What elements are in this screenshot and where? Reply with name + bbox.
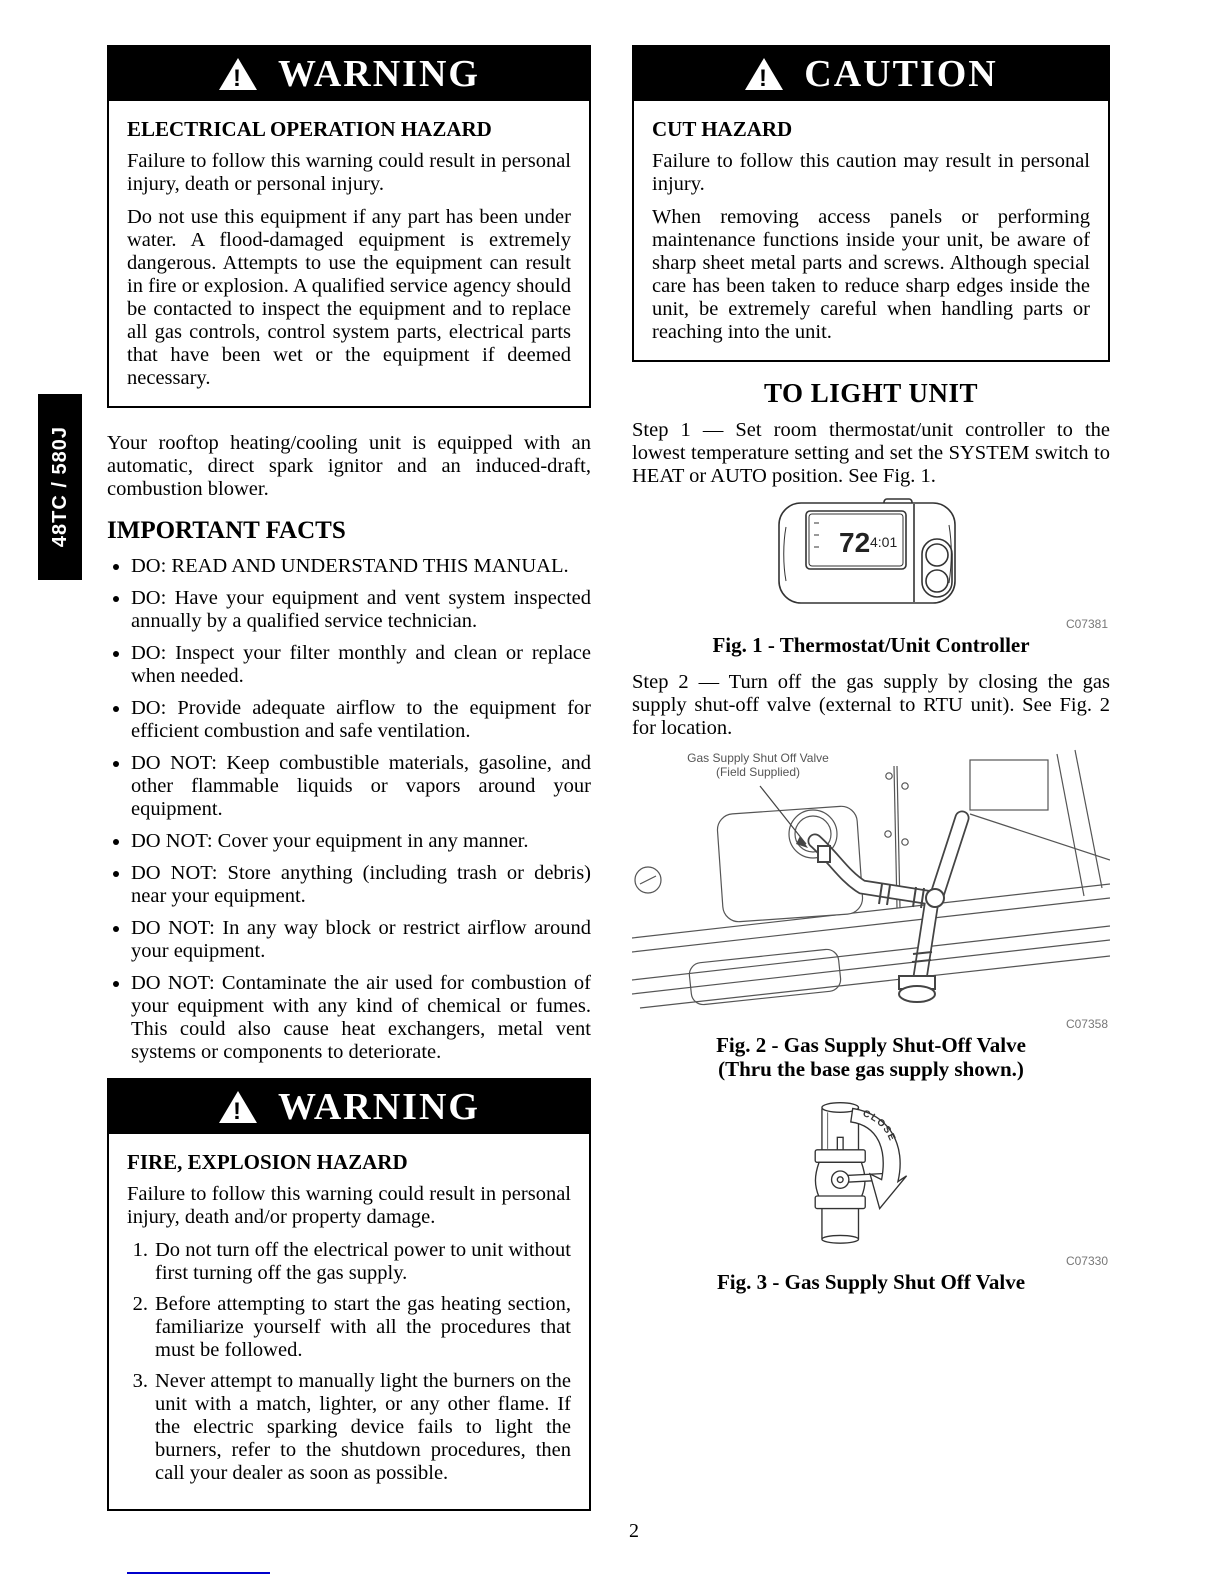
step-2-paragraph: Step 2 — Turn off the gas supply by closing the gas supply shut-off valve (external to RTU unit). See Fig. 2 for location. [632, 671, 1110, 739]
figure-2-code: C07358 [1065, 1017, 1108, 1031]
warning-triangle-icon [218, 57, 258, 91]
step-1-paragraph: Step 1 — Set room thermostat/unit controller to the lowest temperature setting and set the SYSTEM switch to HEAT or AUTO position. See Fig. 1. [632, 419, 1110, 487]
intro-paragraph: Your rooftop heating/cooling unit is equipped with an automatic, direct spark ignitor and an induced-draft, combustion blower. [107, 432, 591, 500]
warning-header-label: WARNING [278, 1086, 480, 1128]
figure-2-caption-line1: Fig. 2 - Gas Supply Shut-Off Valve [716, 1033, 1026, 1057]
list-item: • DO NOT: Cover your equipment in any manner. [131, 830, 591, 853]
hazard-title: ELECTRICAL OPERATION HAZARD [127, 117, 492, 141]
warning-box-electrical [107, 45, 591, 408]
model-tab-label: 48TC / 580J [48, 426, 71, 548]
figure-2-caption-line2: (Thru the base gas supply shown.) [718, 1057, 1024, 1081]
thermostat-time-readout: 4:01 [870, 534, 898, 550]
warning-body [109, 101, 589, 406]
page-number: 2 [629, 1520, 639, 1542]
warning-header [109, 1080, 589, 1134]
figure-1 [632, 496, 1110, 615]
list-item: • DO NOT: Keep combustible materials, gasoline, and other flammable liquids or vapors around your equipment. [131, 752, 591, 821]
item-number: 3. [132, 1370, 148, 1392]
hazard-paragraph: Failure to follow this caution may result in personal injury. [652, 150, 1090, 195]
hazard-paragraph: Failure to follow this warning could result in personal injury, death or personal injury. [127, 150, 571, 195]
list-item [127, 1293, 571, 1362]
caution-box-cut [632, 45, 1110, 362]
list-item: • DO: Provide adequate airflow to the equipment for efficient combustion and safe ventilation. [131, 697, 591, 743]
list-item [127, 1239, 571, 1285]
figure-3 [632, 1095, 1110, 1252]
svg-text:!: ! [233, 1098, 244, 1124]
right-column [632, 45, 1110, 1308]
list-item [127, 1370, 571, 1485]
warning-header [109, 47, 589, 101]
warning-triangle-icon [218, 1090, 258, 1124]
warning-triangle-icon [744, 57, 784, 91]
model-tab [38, 394, 82, 580]
hazard-paragraph: When removing access panels or performing maintenance functions inside your unit, be aware of sharp sheet metal parts and screws. Although special care has been taken to reduce sharp edges inside the unit, be extremely careful when handling parts or reaching into the unit. [652, 206, 1090, 343]
figure-1-code: C07381 [1065, 617, 1108, 631]
figure-3-code: C07330 [1065, 1254, 1108, 1268]
gas-valve-close-illustration [806, 1095, 936, 1247]
item-number: 2. [132, 1293, 148, 1315]
hazard-paragraph: Failure to follow this warning could result in personal injury, death and/or property damage. [127, 1183, 571, 1228]
list-item: • DO: Have your equipment and vent system inspected annually by a qualified service technician. [131, 587, 591, 633]
gas-valve-callout-line1: Gas Supply Shut Off Valve [687, 751, 829, 765]
caution-body [634, 101, 1108, 360]
figure-2-caption [632, 1033, 1110, 1081]
close-arrow-label: CLOSE [861, 1108, 898, 1144]
gas-valve-location-illustration [632, 748, 1110, 1010]
warning-box-fire [107, 1078, 591, 1511]
item-number: 1. [132, 1239, 148, 1261]
hazard-title: FIRE, EXPLOSION HAZARD [127, 1150, 408, 1174]
caution-header-label: CAUTION [804, 53, 998, 95]
svg-text:!: ! [233, 65, 244, 91]
warning-body [109, 1134, 589, 1509]
list-item: • DO NOT: Store anything (including trash or debris) near your equipment. [131, 862, 591, 908]
important-facts-list [107, 555, 591, 1064]
list-item: • DO: Inspect your filter monthly and clean or replace when needed. [131, 642, 591, 688]
item-text: Do not turn off the electrical power to unit without first turning off the gas supply. [155, 1239, 571, 1284]
caution-header [634, 47, 1108, 101]
item-text: Never attempt to manually light the burners on the unit with a match, lighter, or any other flame. If the electric sparking device fails to light the burners, refer to the shutdown procedures, then call your dealer as soon as possible. [155, 1370, 571, 1484]
important-facts-heading: IMPORTANT FACTS [107, 517, 346, 544]
list-item: • DO: READ AND UNDERSTAND THIS MANUAL. [131, 555, 591, 578]
figure-3-caption: Fig. 3 - Gas Supply Shut Off Valve [716, 1270, 1026, 1294]
item-text: Before attempting to start the gas heating section, familiarize yourself with all the procedures that must be followed. [155, 1293, 571, 1361]
warning-header-label: WARNING [278, 53, 480, 95]
hazard-paragraph: Do not use this equipment if any part has been under water. A flood-damaged equipment is extremely dangerous. Attempts to use the equipment can result in fire or explosion. A qualified service agency should be contacted to inspect the equipment and to replace all gas controls, control system parts, electrical parts that have been wet or the equipment if deemed necessary. [127, 206, 571, 389]
thermostat-temp-readout: 72 [839, 527, 871, 558]
svg-text:!: ! [759, 65, 770, 91]
list-item: • DO NOT: Contaminate the air used for combustion of your equipment with any kind of chemical or fumes. This could also cause heat exchangers, metal vent systems or components to deteriorate. [131, 972, 591, 1064]
fire-hazard-steps [127, 1239, 571, 1485]
footer-rule [127, 1572, 270, 1574]
hazard-title: CUT HAZARD [652, 117, 793, 141]
list-item: • DO NOT: In any way block or restrict airflow around your equipment. [131, 917, 591, 963]
figure-2 [632, 748, 1110, 1015]
left-column [107, 45, 591, 1511]
gas-valve-callout-line2: (Field Supplied) [715, 765, 801, 779]
thermostat-illustration [776, 496, 966, 610]
to-light-unit-heading: TO LIGHT UNIT [763, 378, 979, 408]
figure-1-caption: Fig. 1 - Thermostat/Unit Controller [712, 633, 1030, 657]
